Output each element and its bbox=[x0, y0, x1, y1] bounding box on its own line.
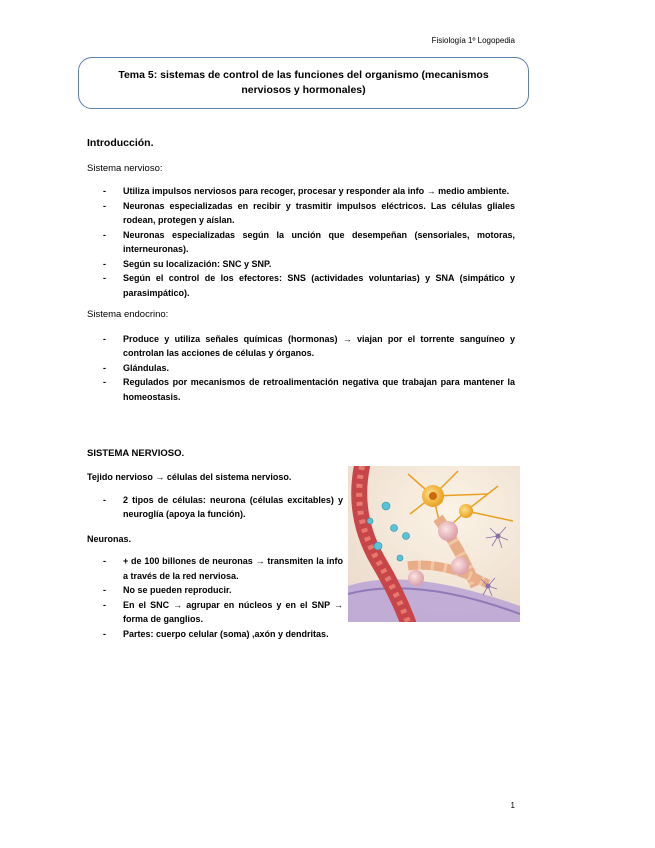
neurons-list bbox=[87, 554, 343, 641]
list-item: - Partes: cuerpo celular (soma) ,axón y dendritas. bbox=[87, 627, 343, 642]
neurons-label: Neuronas. bbox=[87, 533, 132, 544]
nervous-list bbox=[87, 184, 515, 300]
document-title: Tema 5: sistemas de control de las funciones del organismo (mecanismos nerviosos y hormonales) bbox=[118, 68, 489, 96]
list-item: - 2 tipos de células: neurona (células excitables) y neuroglía (apoya la función). bbox=[87, 493, 343, 522]
intro-section bbox=[87, 136, 515, 404]
list-item: - Regulados por mecanismos de retroalimentación negativa que trabajan para mantener la homeostasis. bbox=[87, 375, 515, 404]
list-item: - Utiliza impulsos nerviosos para recoger, procesar y responder ala info → medio ambiente. bbox=[87, 184, 515, 199]
page-number: 1 bbox=[510, 801, 515, 810]
endocrine-label: Sistema endocrino: bbox=[87, 309, 169, 320]
neuron-illustration bbox=[348, 466, 520, 622]
header-course: Fisiología 1º Logopedia bbox=[431, 36, 515, 45]
list-item: - En el SNC → agrupar en núcleos y en el SNP → forma de ganglios. bbox=[87, 598, 343, 627]
tissue-list bbox=[87, 493, 343, 522]
intro-heading: Introducción. bbox=[87, 137, 154, 149]
nervous-system-heading: SISTEMA NERVIOSO. bbox=[87, 448, 185, 459]
list-item: - No se pueden reproducir. bbox=[87, 583, 343, 598]
list-item: - + de 100 billones de neuronas → transmiten la info a través de la red nerviosa. bbox=[87, 554, 343, 583]
nervous-label: Sistema nervioso: bbox=[87, 162, 163, 174]
nervous-system-section bbox=[87, 470, 343, 641]
endocrine-list bbox=[87, 332, 515, 405]
nervous-section-heading-wrap bbox=[87, 447, 515, 462]
list-item: - Neuronas especializadas según la unción que desempeñan (sensoriales, motoras, interneuronas). bbox=[87, 228, 515, 257]
tissue-line: Tejido nervioso → células del sistema nervioso. bbox=[87, 472, 292, 482]
list-item: - Produce y utiliza señales químicas (hormonas) → viajan por el torrente sanguíneo y controlan las acciones de células y órganos. bbox=[87, 332, 515, 361]
title-box bbox=[78, 57, 529, 109]
list-item: - Neuronas especializadas en recibir y trasmitir impulsos eléctricos. Las células gliales rodean, protegen y aíslan. bbox=[87, 199, 515, 228]
list-item: - Según el control de los efectores: SNS (actividades voluntarias) y SNA (simpático y parasimpático). bbox=[87, 271, 515, 300]
list-item: - Glándulas. bbox=[87, 361, 515, 376]
list-item: - Según su localización: SNC y SNP. bbox=[87, 257, 515, 272]
